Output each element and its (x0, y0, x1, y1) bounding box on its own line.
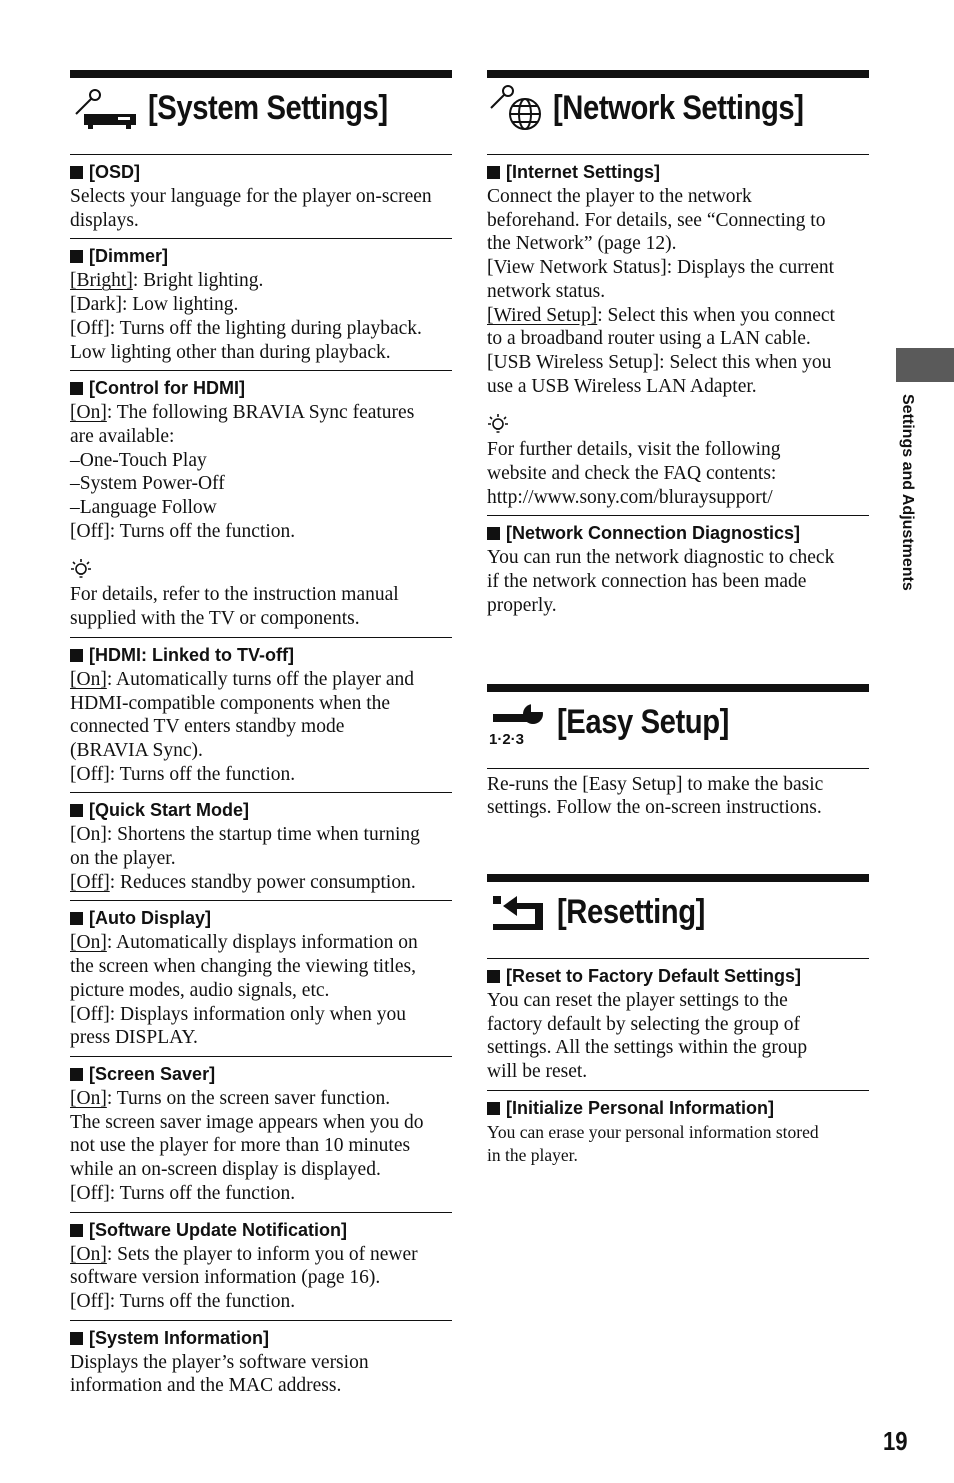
setting-item (70, 793, 452, 901)
text-line: website and check the FAQ contents: (487, 463, 777, 485)
text-line: [Off]: Turns off the lighting during playback. (70, 317, 422, 339)
text-line: You can run the network diagnostic to check (487, 547, 835, 569)
text-line: [Off]: Turns off the function. (70, 763, 296, 785)
section-spacer (487, 826, 869, 874)
text-line: [Off]: Turns off the function. (70, 1290, 296, 1312)
resetting-header (487, 874, 869, 959)
wrench-123-icon (487, 698, 553, 746)
option-description: : Sets the player to inform you of newer (106, 1243, 418, 1265)
text-line: while an on-screen display is displayed. (70, 1159, 381, 1181)
setting-item-title (70, 161, 452, 183)
default-option: [On] (70, 1243, 107, 1265)
default-option: [On] (70, 932, 107, 954)
setting-item-title (70, 245, 452, 267)
text-line: [Off]: Turns off the function. (70, 520, 296, 542)
default-option: [Off] (70, 871, 110, 893)
text-line: factory default by selecting the group of (487, 1013, 800, 1035)
wrench-globe-icon (487, 84, 549, 132)
setting-item-title (70, 907, 452, 929)
default-option: [Bright] (70, 270, 133, 292)
text-line: network status. (487, 280, 606, 302)
hint-lightbulb-icon (70, 557, 92, 581)
setting-item-title (487, 161, 869, 183)
text-line: information and the MAC address. (70, 1375, 342, 1397)
text-line: HDMI-compatible components when the (70, 692, 391, 714)
setting-item-title-text: [Reset to Factory Default Settings] (506, 965, 802, 986)
text-line: [USB Wireless Setup]: Select this when you (487, 351, 832, 373)
square-bullet-icon (487, 1102, 500, 1115)
text-line: Displays the player’s software version (70, 1351, 369, 1373)
square-bullet-icon (487, 527, 500, 540)
text-line (70, 401, 452, 425)
text-line: to a broadband router using a LAN cable. (487, 328, 811, 350)
text-line: on the player. (70, 848, 176, 870)
setting-item-title (487, 522, 869, 544)
text-line: –One-Touch Play (70, 449, 207, 471)
text-line: http://www.sony.com/bluraysupport/ (487, 486, 773, 508)
easy-setup-header (487, 684, 869, 769)
setting-item (70, 155, 452, 239)
text-line: [On]: Shortens the startup time when turning (70, 824, 420, 846)
setting-item (70, 1057, 452, 1213)
easy-setup-title: [Easy Setup] (557, 702, 729, 741)
text-line: if the network connection has been made (487, 571, 807, 593)
text-line: [View Network Status]: Displays the current (487, 257, 835, 279)
text-line: displays. (70, 209, 139, 231)
text-line: For details, refer to the instruction manual (70, 584, 399, 606)
default-option: [Wired Setup] (487, 304, 598, 326)
setting-item (70, 901, 452, 1057)
setting-item (70, 638, 452, 794)
system-settings-title: [System Settings] (148, 89, 388, 127)
setting-item-title-text: [Auto Display] (89, 908, 212, 929)
text-line: properly. (487, 594, 557, 616)
page-number: 19 (883, 1426, 908, 1456)
setting-item-title-text: [Internet Settings] (506, 162, 661, 182)
setting-item (487, 155, 869, 516)
text-line: settings. All the settings within the group (487, 1037, 808, 1059)
setting-item-title (70, 644, 452, 666)
wrench-player-icon (70, 84, 144, 132)
easy-setup-icon-text: 1·2·3 (489, 730, 525, 746)
text-line: press DISPLAY. (70, 1027, 198, 1049)
option-description: : Automatically turns off the player and (106, 668, 415, 690)
setting-item-title-text: [OSD] (89, 162, 140, 182)
text-line: [Off]: Turns off the function. (70, 1182, 296, 1204)
system-settings-column (70, 70, 452, 1404)
text-line (70, 931, 452, 955)
side-tab-text: Settings and Adjustments (899, 394, 916, 591)
default-option: [On] (70, 668, 107, 690)
square-bullet-icon (70, 1332, 83, 1345)
text-line: Low lighting other than during playback. (70, 341, 391, 363)
text-line (70, 269, 452, 293)
option-description: : Bright lighting. (132, 270, 264, 292)
option-description: : Reduces standby power consumption. (109, 871, 416, 893)
text-line: –Language Follow (70, 497, 217, 519)
text-line: beforehand. For details, see “Connecting to (487, 209, 826, 231)
text-line: the screen when changing the viewing titles, (70, 956, 417, 978)
section-spacer (487, 624, 869, 684)
hint-lightbulb-icon (487, 412, 509, 436)
setting-item-title-text: [HDMI: Linked to TV-off] (89, 644, 294, 665)
option-description: : Turns on the screen saver function. (106, 1087, 391, 1109)
side-tab-label (896, 394, 926, 604)
text-line (70, 1243, 452, 1267)
text-line (70, 1087, 452, 1111)
text-line: the Network” (page 12). (487, 233, 677, 255)
text-line: Selects your language for the player on-screen (70, 186, 432, 207)
section-side-tab (896, 348, 954, 382)
setting-item-title (70, 1063, 452, 1085)
square-bullet-icon (70, 382, 83, 395)
setting-item (70, 1213, 452, 1321)
easy-setup-line: Re-runs the [Easy Setup] to make the basic (487, 773, 824, 795)
text-line: in the player. (487, 1145, 578, 1166)
option-description: : The following BRAVIA Sync features (106, 402, 415, 424)
resetting-title: [Resetting] (557, 892, 705, 931)
text-line: connected TV enters standby mode (70, 716, 345, 738)
text-line: not use the player for more than 10 minutes (70, 1135, 411, 1157)
easy-setup-line: settings. Follow the on-screen instructions. (487, 797, 822, 819)
network-settings-title: [Network Settings] (553, 89, 804, 127)
square-bullet-icon (70, 804, 83, 817)
text-line: use a USB Wireless LAN Adapter. (487, 375, 757, 397)
setting-item-title (487, 1097, 869, 1119)
setting-item-title-text: [Quick Start Mode] (89, 800, 250, 821)
setting-item (70, 1321, 452, 1404)
text-line: will be reset. (487, 1061, 588, 1083)
setting-item-title (487, 965, 869, 987)
setting-item (487, 516, 869, 623)
setting-item-title-text: [Control for HDMI] (89, 378, 245, 399)
setting-item (487, 959, 869, 1091)
text-line: The screen saver image appears when you do (70, 1111, 424, 1133)
setting-item-title (70, 377, 452, 399)
square-bullet-icon (70, 166, 83, 179)
text-line: picture modes, audio signals, etc. (70, 979, 330, 1001)
text-line: supplied with the TV or components. (70, 608, 360, 630)
option-description: : Select this when you connect (597, 304, 835, 326)
square-bullet-icon (70, 250, 83, 263)
setting-item (487, 1091, 869, 1174)
reset-arrow-icon (487, 888, 553, 936)
setting-item-title-text: [Network Connection Diagnostics] (506, 523, 801, 544)
default-option: [On] (70, 1087, 107, 1109)
hint-block (70, 543, 452, 630)
setting-item-title-text: [Screen Saver] (89, 1063, 216, 1084)
square-bullet-icon (70, 1068, 83, 1081)
setting-item-title-text: [Initialize Personal Information] (506, 1097, 775, 1118)
setting-item-title-text: [Software Update Notification] (89, 1219, 348, 1240)
text-line (70, 668, 452, 692)
setting-item (70, 239, 452, 371)
square-bullet-icon (70, 912, 83, 925)
text-line: software version information (page 16). (70, 1267, 381, 1289)
text-line: [Dark]: Low lighting. (70, 294, 239, 316)
system-settings-header (70, 70, 452, 155)
default-option: [On] (70, 402, 107, 424)
text-line: Connect the player to the network (487, 186, 752, 207)
text-line: You can reset the player settings to the (487, 989, 788, 1011)
text-line: (BRAVIA Sync). (70, 739, 203, 761)
text-line: are available: (70, 425, 175, 447)
option-description: : Automatically displays information on (106, 932, 418, 954)
square-bullet-icon (70, 649, 83, 662)
text-line (487, 304, 869, 328)
easy-setup-body (487, 769, 869, 826)
hint-block (487, 398, 869, 509)
setting-item-title (70, 799, 452, 821)
text-line: –System Power-Off (70, 473, 225, 495)
square-bullet-icon (487, 166, 500, 179)
setting-item-title (70, 1327, 452, 1349)
square-bullet-icon (487, 970, 500, 983)
right-column (487, 70, 869, 1174)
setting-item (70, 371, 452, 638)
text-line: You can erase your personal information stored (487, 1121, 819, 1142)
square-bullet-icon (70, 1224, 83, 1237)
text-line (70, 871, 452, 895)
setting-item-title (70, 1219, 452, 1241)
setting-item-title-text: [Dimmer] (89, 246, 169, 267)
network-settings-header (487, 70, 869, 155)
text-line: [Off]: Displays information only when you (70, 1003, 406, 1025)
setting-item-title-text: [System Information] (89, 1327, 270, 1348)
text-line: For further details, visit the following (487, 439, 781, 461)
